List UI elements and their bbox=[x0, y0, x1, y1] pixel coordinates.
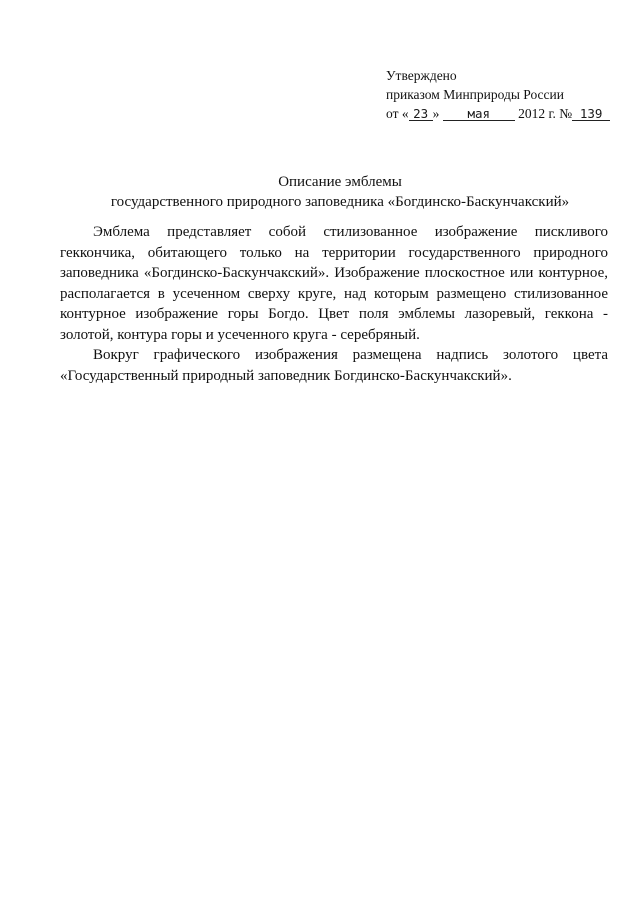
approval-date-line bbox=[386, 104, 616, 123]
date-prefix: от « bbox=[386, 106, 409, 121]
title-line-1: Описание эмблемы bbox=[278, 174, 402, 190]
date-month-handwritten: мая bbox=[443, 107, 515, 121]
document-body bbox=[60, 222, 608, 386]
date-day-handwritten: 23 bbox=[409, 107, 433, 121]
approval-order-issuer: приказом Минприроды России bbox=[386, 87, 564, 102]
order-number-handwritten: 139 bbox=[572, 107, 610, 121]
paragraph-emblem-description: Эмблема представляет собой стилизованное изображение пискливого геккончика, обитающего только на территории государственного природного заповедника «Богдинско-Баскунчакский». Изображение плоскостное или контурное, располагается в усеченном сверху круге, над которым размещено стилизованное контурное изображение горы Богдо. Цвет поля эмблемы лазоревый, геккона - золотой, контура горы и усеченного круга - серебряный. bbox=[60, 224, 608, 343]
date-year-and-number-label: 2012 г. № bbox=[518, 106, 573, 121]
date-quote-close: » bbox=[432, 106, 440, 121]
paragraph-inscription: Вокруг графического изображения размещена надпись золотого цвета «Государственный природный заповедник Богдинско-Баскунчакский». bbox=[60, 347, 608, 384]
title-line-2: государственного природного заповедника «Богдинско-Баскунчакский» bbox=[110, 194, 570, 210]
approval-stamp bbox=[386, 66, 616, 123]
approval-label: Утверждено bbox=[386, 68, 457, 83]
document-title bbox=[60, 172, 620, 212]
